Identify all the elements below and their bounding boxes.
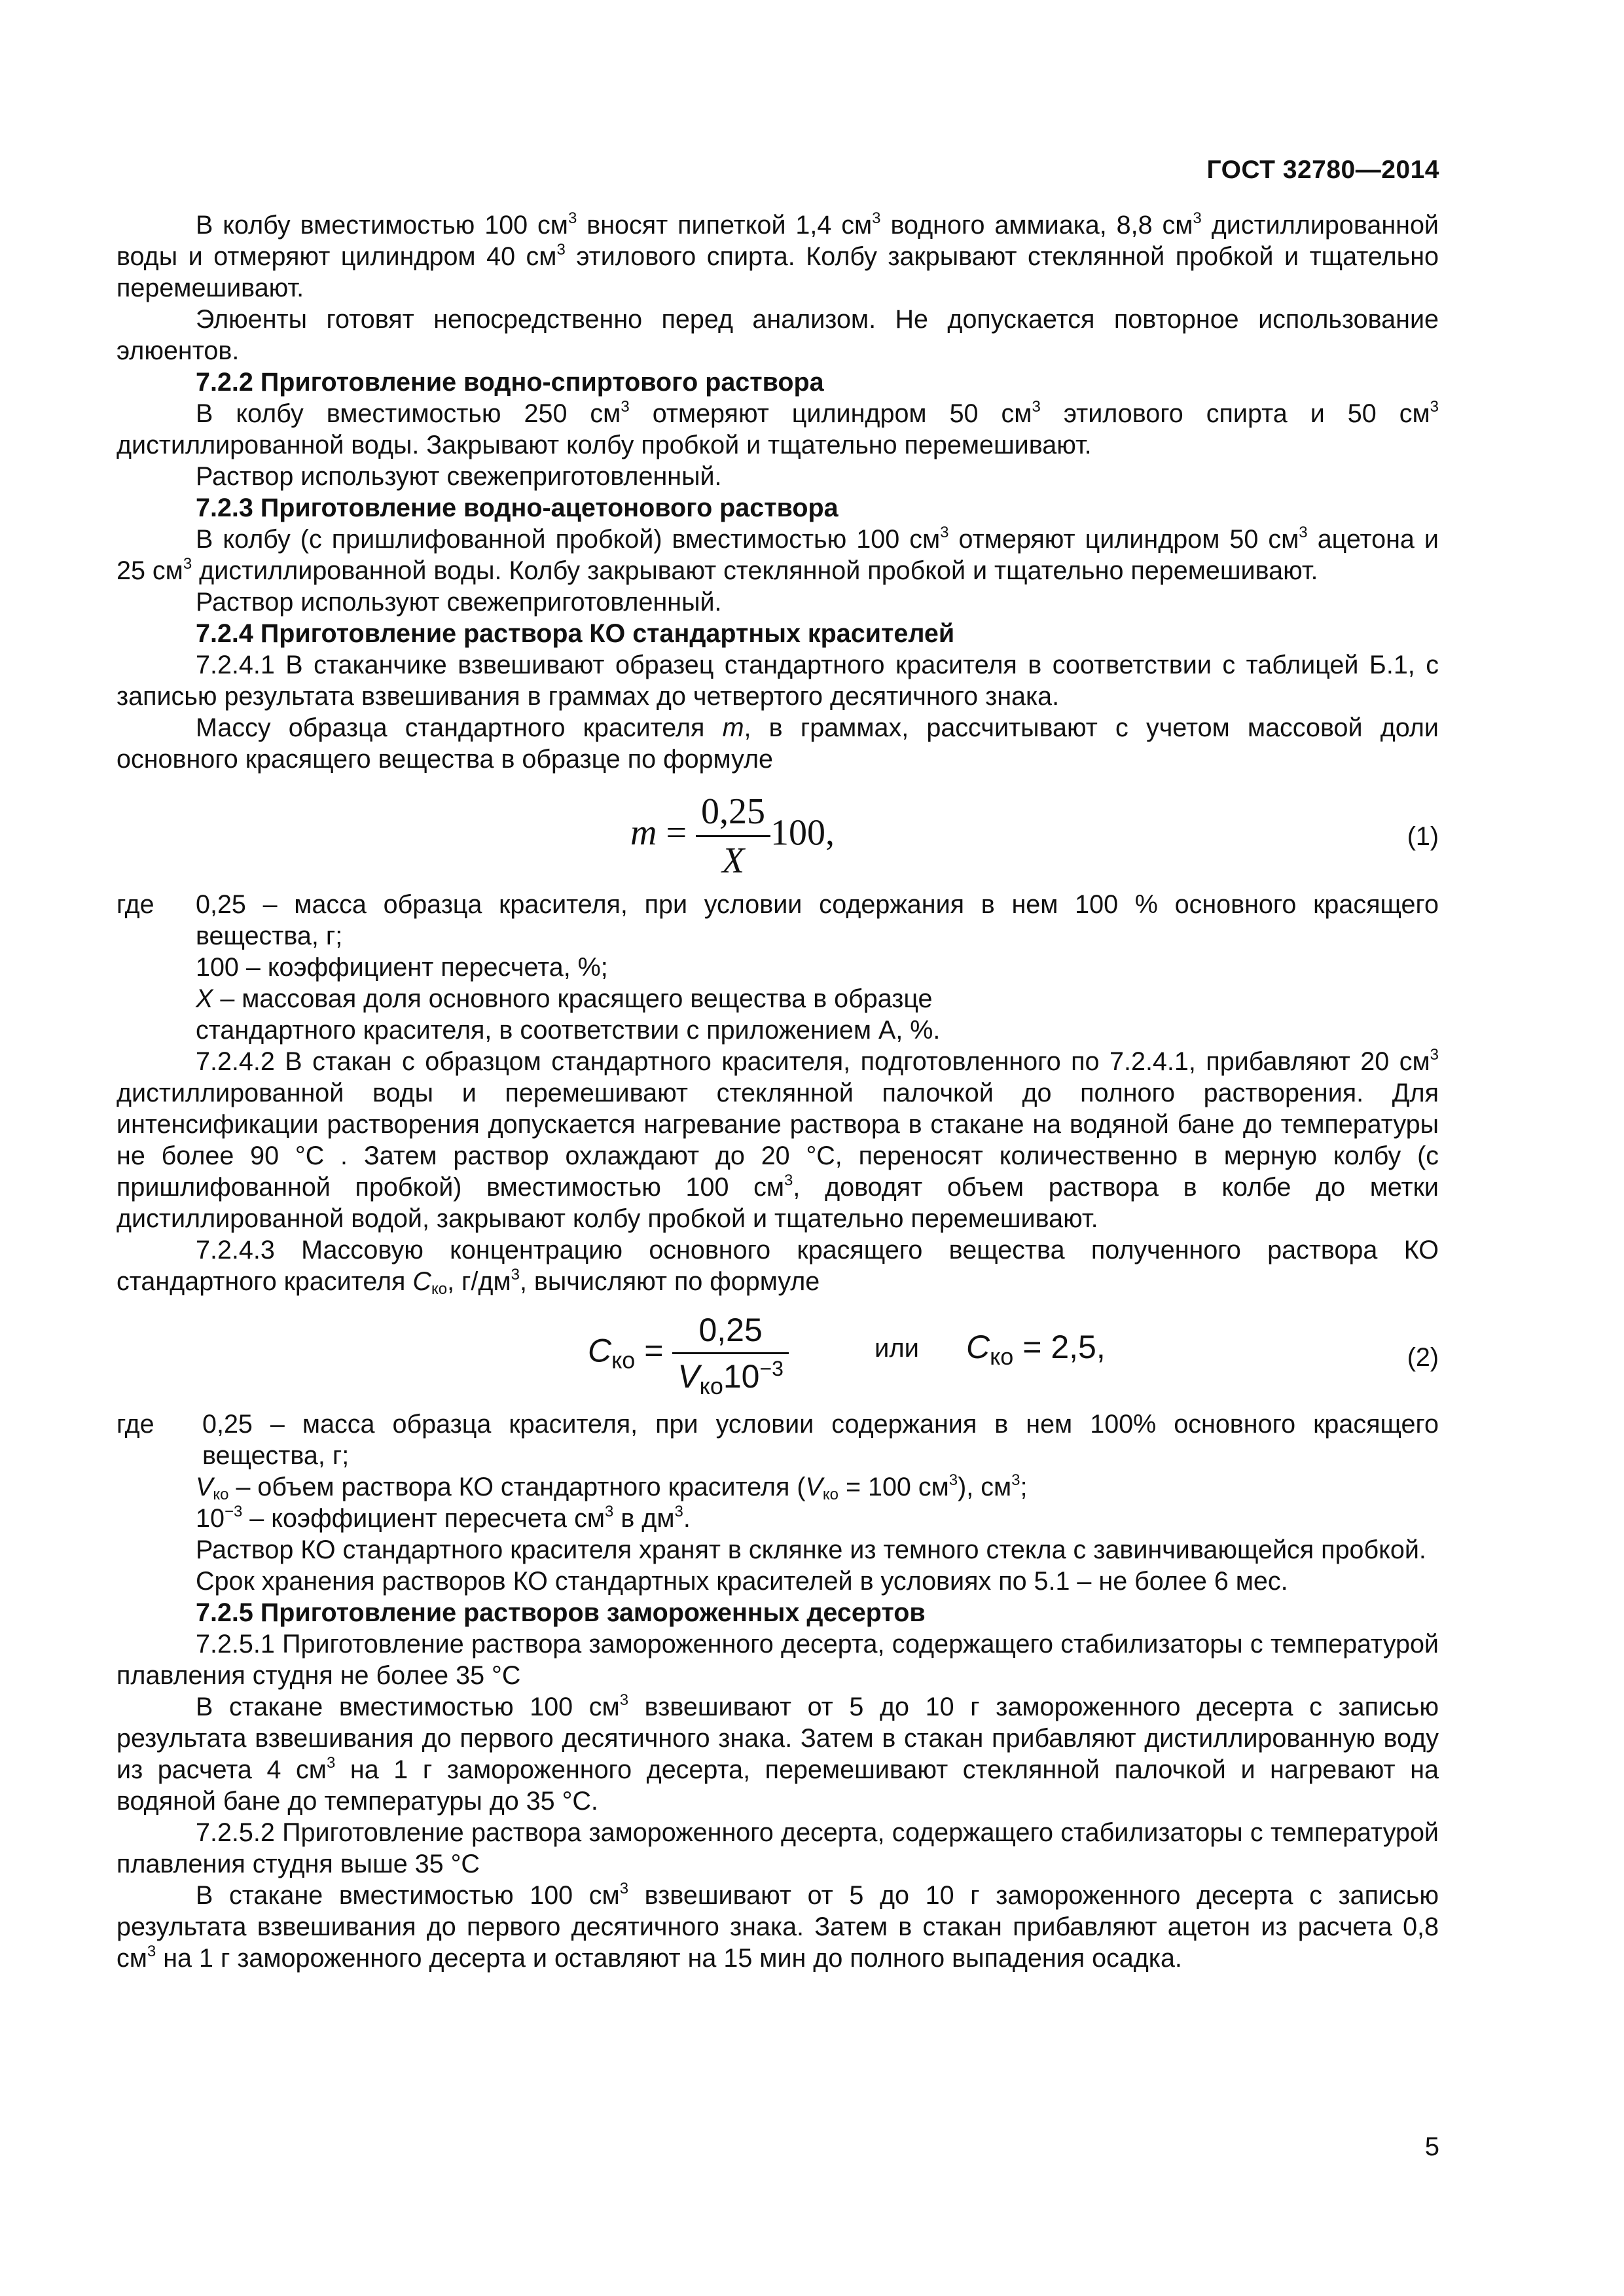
- formula-2: [117, 1306, 1439, 1408]
- paragraph: В колбу вместимостью 250 $см^3$ отмеряют цилиндром 50 $см^3$ этилового спирта и 50 $см^3$ дистиллированной воды. Закрывают колбу пробкой и тщательно перемешивают.: [117, 398, 1439, 459]
- section-heading: 7.2.3 Приготовление водно-ацетонового раствора: [196, 493, 839, 522]
- paragraph: В колбу (с пришлифованной пробкой) вместимостью 100 $см^3$ отмеряют цилиндром 50 $см^3$ ацетона и 25 $см^3$ дистиллированной воды. Колбу закрывают стеклянной пробкой и тщательно перемешивают.: [117, 524, 1439, 585]
- formula-number: (1): [1407, 822, 1439, 851]
- where-block: где 0,25 – масса образца красителя, при условии содержания в нем 100 % основного красящего вещества, г;: [117, 890, 1439, 950]
- where-line: $10^{-3}$ – коэффициент пересчета $см^3$ в $дм^3$.: [196, 1503, 691, 1533]
- paragraph: Элюенты готовят непосредственно перед анализом. Не допускается повторное использование элюентов.: [117, 305, 1439, 365]
- formula-2-or: или: [875, 1334, 920, 1363]
- formula-1: [117, 784, 1439, 889]
- fraction: $\frac{0,25}{V_{ко}10^{-3}}$: [672, 1310, 789, 1396]
- paragraph: 7.2.4.1 В стаканчике взвешивают образец стандартного красителя в соответствии с таблицей Б.1, с записью результата взвешивания в граммах до четвертого десятичного знака.: [117, 651, 1439, 711]
- page-number: 5: [1424, 2132, 1439, 2161]
- where-line: 100 – коэффициент пересчета, %;: [196, 953, 608, 982]
- paragraph: В колбу вместимостью 100 $см^3$ вносят пипеткой 1,4 $см^3$ водного аммиака, 8,8 $см^3$ дистиллированной воды и отмеряют цилиндром 40 $см^3$ этилового спирта. Колбу закрывают стеклянной пробкой и тщательно перемешивают.: [117, 209, 1439, 302]
- where-line: X – массовая доля основного красящего вещества в образце: [196, 984, 933, 1013]
- fraction: $\frac{0,25}{X}$: [696, 791, 770, 882]
- paragraph: Срок хранения растворов КО стандартных красителей в условиях по 5.1 – не более 6 мес.: [196, 1567, 1288, 1596]
- paragraph: В стакане вместимостью 100 $см^3$ взвешивают от 5 до 10 г замороженного десерта с записью результата взвешивания до первого десятичного знака. Затем в стакан прибавляют дистиллированную воду из расчета 4 $см^3$ на 1 г замороженного десерта, перемешивают стеклянной палочкой и нагревают на водяной бане до температуры до 35 °С.: [117, 1691, 1439, 1816]
- paragraph: 7.2.5.1 Приготовление раствора замороженного десерта, содержащего стабилизаторы с температурой плавления студня не более 35 °С: [117, 1630, 1439, 1690]
- formula-number: (2): [1407, 1343, 1439, 1372]
- paragraph: В стакане вместимостью 100 $см^3$ взвешивают от 5 до 10 г замороженного десерта с записью результата взвешивания до первого десятичного знака. Затем в стакан прибавляют ацетон из расчета 0,8 $см^3$ на 1 г замороженного десерта и оставляют на 15 мин до полного выпадения осадка.: [117, 1880, 1439, 1973]
- paragraph: 7.2.5.2 Приготовление раствора замороженного десерта, содержащего стабилизаторы с температурой плавления студня выше 35 °С: [117, 1818, 1439, 1878]
- page-content: [117, 209, 1439, 1974]
- formula-2-alt: $С_{ко} = 2,5$,: [966, 1329, 1106, 1370]
- where-line: $V_{ко}$ – объем раствора КО стандартного красителя ($V_{ко} = 100$ $см^3$), $см^3$;: [196, 1471, 1028, 1503]
- document-header: ГОСТ 32780—2014: [1206, 156, 1439, 184]
- paragraph: Раствор КО стандартного красителя хранят в склянке из темного стекла с завинчивающейся пробкой.: [196, 1535, 1426, 1564]
- paragraph: 7.2.4.2 В стакан с образцом стандартного красителя, подготовленного по 7.2.4.1, прибавляют 20 $см^3$ дистиллированной воды и перемешивают стеклянной палочкой до полного растворения. Для интенсификации растворения допускается нагревание раствора в стакане на водяной бане до температуры не более 90 °С . Затем раствор охлаждают до 20 °С, переносят количественно в мерную колбу (с пришлифованной пробкой) вместимостью 100 $см^3$, доводят объем раствора в колбе до метки дистиллированной водой, закрывают колбу пробкой и тщательно перемешивают.: [117, 1046, 1439, 1233]
- section-heading: 7.2.4 Приготовление раствора КО стандартных красителей: [196, 619, 955, 648]
- paragraph: Раствор используют свежеприготовленный.: [196, 588, 722, 617]
- formula-1-expression: m = $\frac{0,25}{X}$ 100,: [630, 791, 835, 881]
- where-line: стандартного красителя, в соответствии с приложением А, %.: [196, 1016, 941, 1045]
- section-heading: 7.2.5 Приготовление растворов замороженных десертов: [196, 1598, 926, 1627]
- paragraph: Раствор используют свежеприготовленный.: [196, 462, 722, 491]
- paragraph: Массу образца стандартного красителя m, в граммах, рассчитывают с учетом массовой доли основного красящего вещества в образце по формуле: [117, 713, 1439, 774]
- section-heading: 7.2.2 Приготовление водно-спиртового раствора: [196, 368, 824, 397]
- where-block: где 0,25 – масса образца красителя, при условии содержания в нем 100% основного красящего вещества, г;: [117, 1410, 1439, 1470]
- paragraph: 7.2.4.3 Массовую концентрацию основного красящего вещества полученного раствора КО стандартного красителя $С_{ко}$, $г/дм^3$, вычисляют по формуле: [117, 1236, 1439, 1298]
- formula-2-expression: $С_{ко}$ = $\frac{0,25}{V_{ко}10^{-3}}$: [588, 1310, 789, 1396]
